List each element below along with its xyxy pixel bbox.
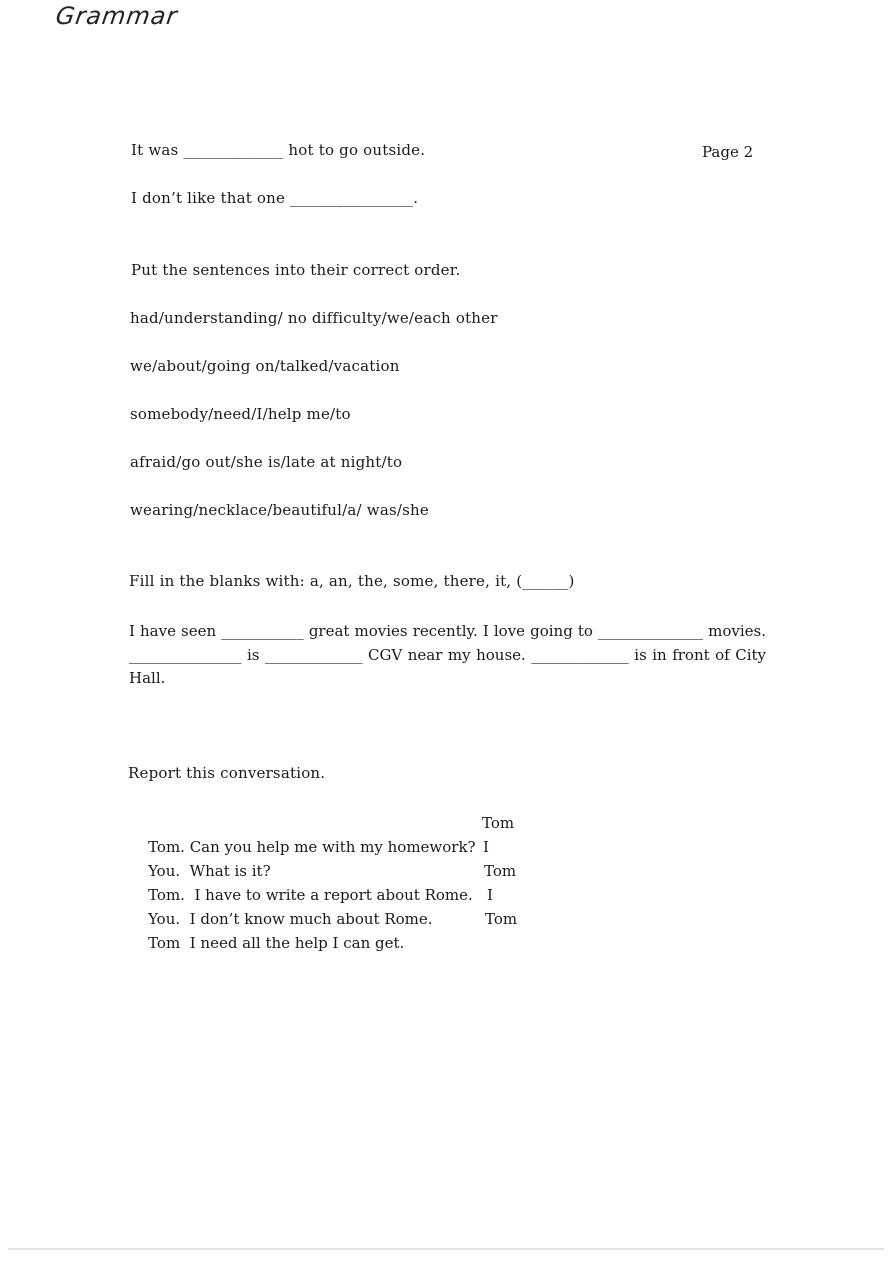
- conversation-row: [129, 811, 515, 856]
- handwritten-title: Grammar: [54, 2, 180, 30]
- order-item-4: afraid/go out/she is/late at night/to: [130, 453, 403, 471]
- order-item-2: we/about/going on/talked/vacation: [130, 357, 400, 375]
- conversation-line: Tom. I have to write a report about Rome.: [148, 886, 473, 904]
- report-instruction: Report this conversation.: [128, 764, 326, 782]
- conversation-table: [129, 811, 518, 952]
- conversation-row: [129, 883, 493, 928]
- report-speaker: I: [483, 838, 489, 856]
- order-item-5: wearing/necklace/beautiful/a/ was/she: [130, 501, 429, 519]
- page-number: Page 2: [702, 143, 754, 161]
- order-instruction: Put the sentences into their correct order.: [131, 261, 461, 279]
- conversation-line: You. I don’t know much about Rome.: [148, 910, 433, 928]
- sentence-1: It was _____________ hot to go outside.: [131, 141, 426, 159]
- fill-paragraph: I have seen ___________ great movies recently. I love going to ______________ movies. _______________ is _____________ CGV near my house. _____________ is in front of City Hall.: [129, 622, 766, 687]
- sentence-2: I don’t like that one ________________.: [131, 189, 419, 207]
- fill-instruction: Fill in the blanks with: a, an, the, some, there, it, (______): [129, 572, 575, 590]
- report-speaker: Tom: [484, 862, 517, 880]
- order-item-3: somebody/need/I/help me/to: [130, 405, 351, 423]
- report-speaker: I: [487, 886, 493, 904]
- conversation-line: Tom I need all the help I can get.: [148, 934, 405, 952]
- conversation-row: [129, 835, 489, 880]
- conversation-line: You. What is it?: [148, 862, 271, 880]
- conversation-row: [129, 859, 517, 904]
- order-item-1: had/understanding/ no difficulty/we/each other: [130, 309, 498, 327]
- bottom-scan-edge: [8, 1248, 884, 1250]
- report-speaker: Tom: [482, 814, 515, 832]
- conversation-row: [129, 907, 518, 952]
- conversation-line: Tom. Can you help me with my homework?: [148, 838, 476, 856]
- report-speaker: Tom: [485, 910, 518, 928]
